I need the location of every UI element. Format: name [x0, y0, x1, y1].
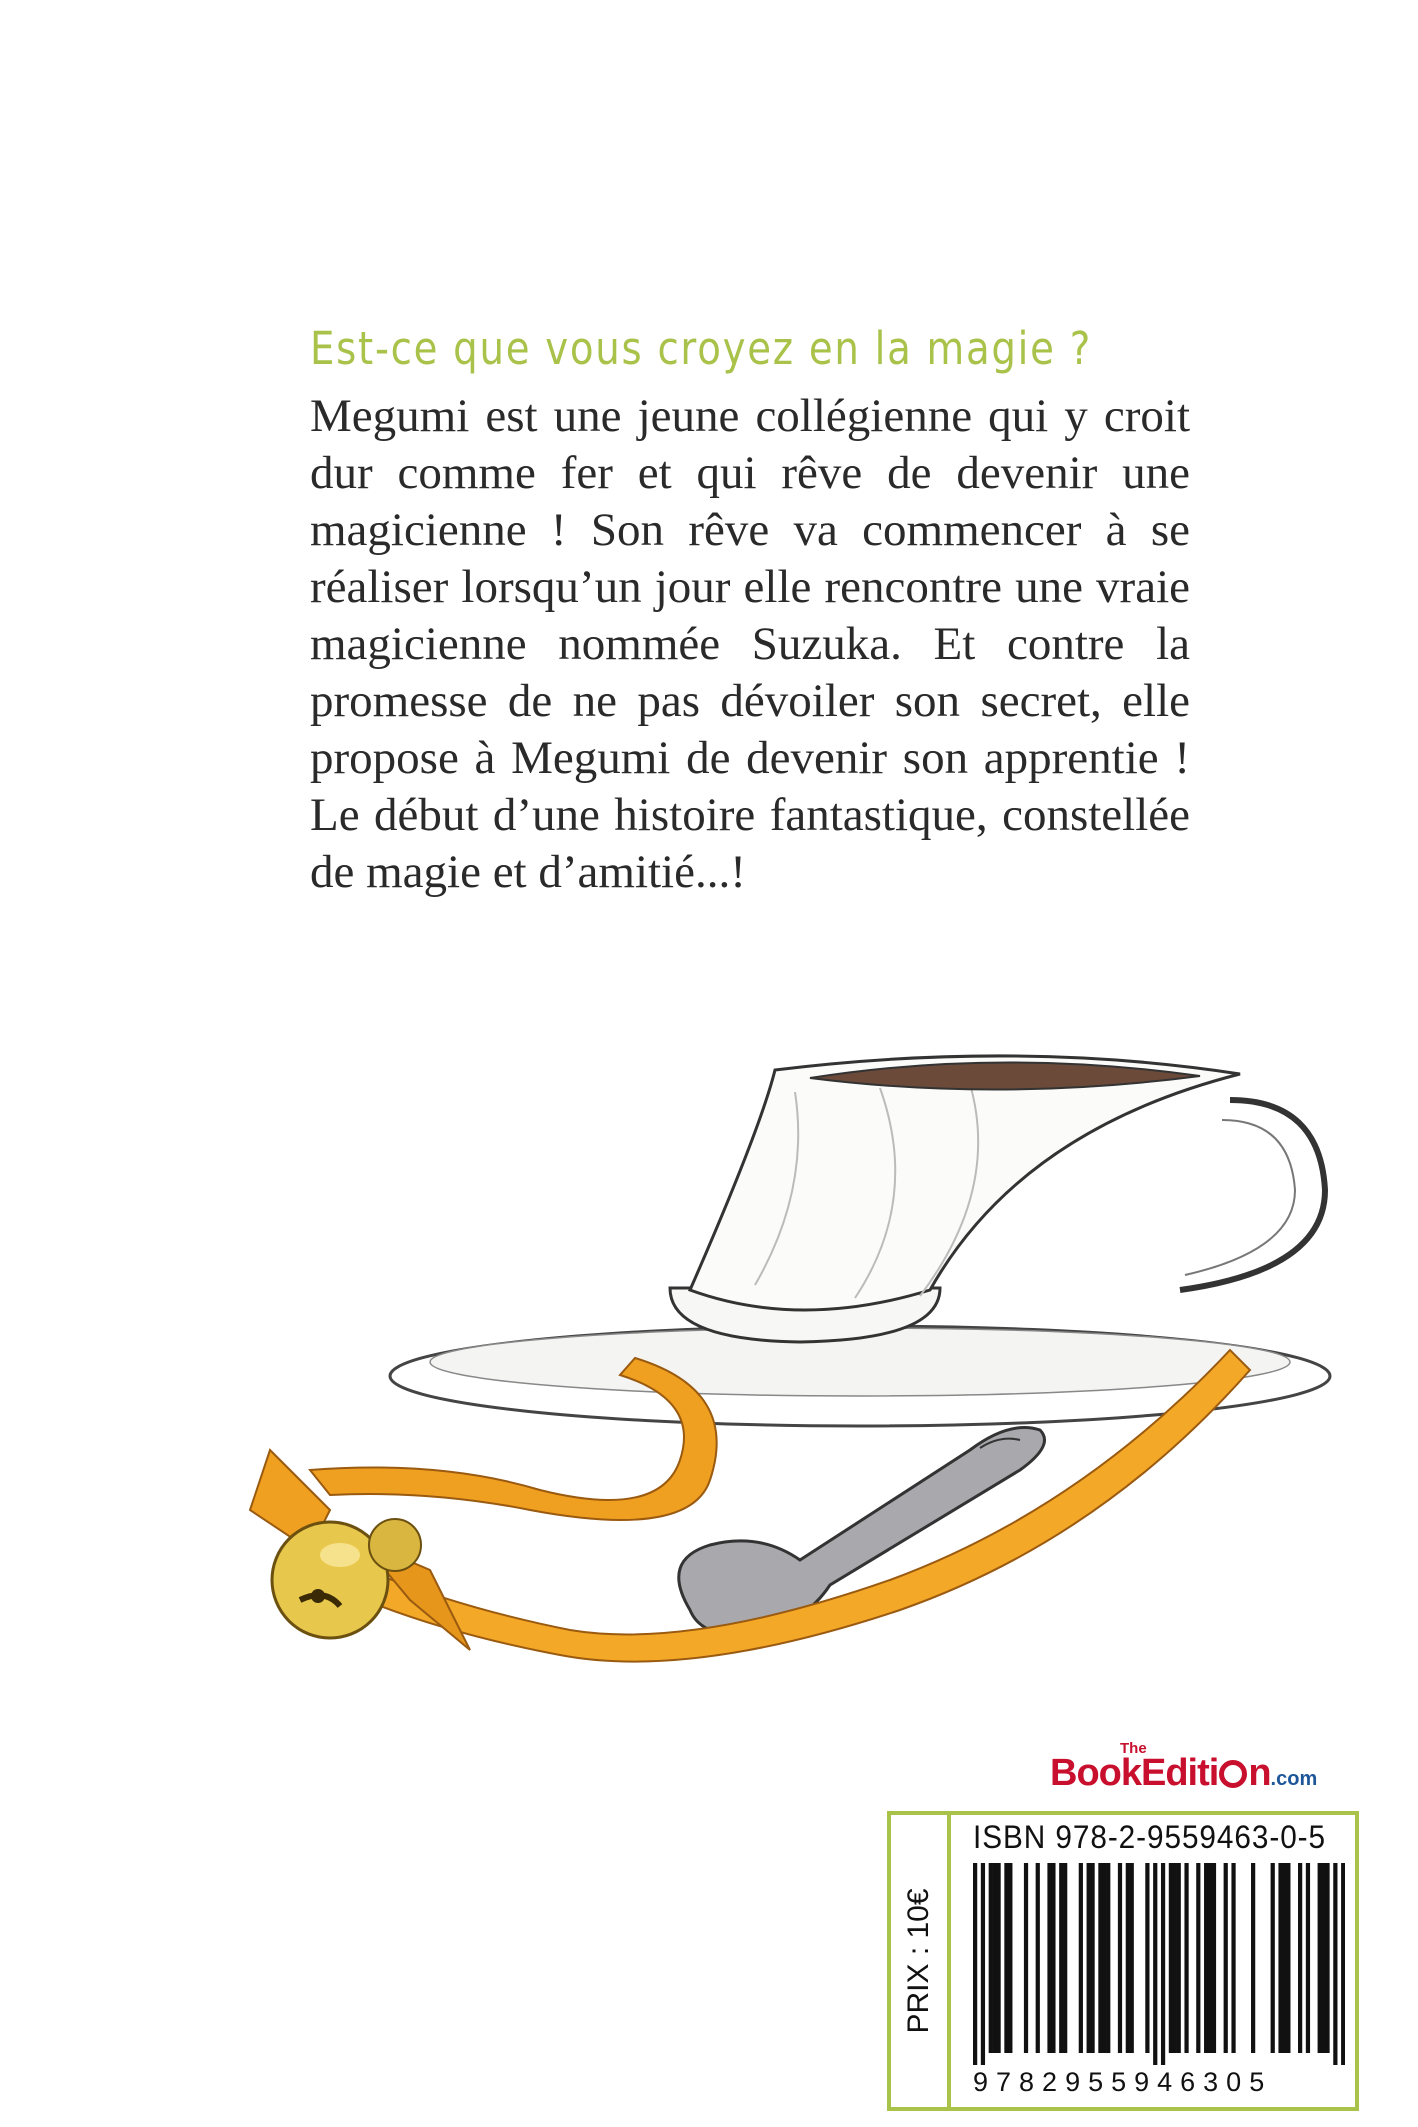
barcode-bar [1036, 1863, 1040, 2053]
price-label: PRIX : 10€ [902, 1888, 935, 2034]
barcode-bar [1298, 1863, 1302, 2053]
barcode-bar [1208, 1863, 1212, 2053]
ean-digits: 9782955946305 [973, 2067, 1273, 2097]
barcode-bar [981, 1863, 985, 2065]
barcode-bar [1098, 1863, 1102, 2053]
isbn-number: ISBN 978-2-9559463-0-5 [973, 1819, 1326, 1855]
barcode-bar [1106, 1863, 1110, 2053]
barcode-bar [1024, 1863, 1028, 2053]
barcode-bar [1282, 1863, 1286, 2053]
logo-the: The [1120, 1740, 1147, 1757]
barcode-bar [1286, 1863, 1290, 2053]
barcode-bar [1059, 1863, 1063, 2053]
barcode-bar [1271, 1863, 1275, 2053]
barcode-bar [1184, 1863, 1188, 2053]
tagline: Est-ce que vous croyez en la magie ? [310, 322, 1092, 375]
barcode-bar [1177, 1863, 1181, 2053]
barcode-bar [1004, 1863, 1008, 2053]
isbn-box [887, 1811, 1359, 2111]
logo-main: BookEditi [1050, 1752, 1219, 1794]
logo-wordmark [1050, 1752, 1317, 1795]
barcode-bar [1087, 1863, 1091, 2053]
barcode-bar [996, 1863, 1000, 2053]
barcode-bar [1341, 1863, 1345, 2065]
barcode-bar [1306, 1863, 1310, 2053]
blurb: Megumi est une jeune collégienne qui y croit dur comme fer et qui rêve de devenir une magicienne ! Son rêve va commencer à se réaliser lorsqu’un jour elle rencontre une vraie magicienne nommée Suzuka. Et contre la promesse de ne pas dévoiler son secret, elle propose à Megumi de devenir son apprentie ! Le début d’une histoire fantastique, constellée de magie et d’amitié...! [310, 390, 1190, 898]
barcode-bar [1173, 1863, 1177, 2053]
barcode-bar [1204, 1863, 1208, 2053]
barcode-bar [1102, 1863, 1106, 2053]
logo-main-suffix: n [1248, 1752, 1271, 1794]
barcode [973, 1863, 1345, 2065]
barcode-bar [989, 1863, 993, 2053]
barcode-bar [1145, 1863, 1149, 2053]
barcode-bar [1322, 1863, 1326, 2053]
barcode-bar [1047, 1863, 1051, 2053]
price-panel [891, 1815, 951, 2107]
barcode-bar [973, 1863, 977, 2065]
barcode-bar [1090, 1863, 1094, 2053]
logo-power-icon [1219, 1760, 1247, 1788]
barcode-bar [1051, 1863, 1055, 2053]
barcode-bar [1318, 1863, 1322, 2053]
barcode-bar [1212, 1863, 1216, 2053]
barcode-bar [1126, 1863, 1130, 2053]
barcode-bar [1008, 1863, 1012, 2053]
bookedition-logo [1040, 1740, 1340, 1802]
barcode-bar [1224, 1863, 1228, 2053]
barcode-bar [1278, 1863, 1282, 2053]
barcode-bar [1231, 1863, 1235, 2053]
barcode-bar [1169, 1863, 1173, 2053]
barcode-bar [1325, 1863, 1329, 2053]
barcode-bar [1130, 1863, 1134, 2053]
logo-tld: .com [1270, 1768, 1318, 1790]
barcode-bar [1333, 1863, 1337, 2065]
barcode-bar [1118, 1863, 1122, 2053]
barcode-bar [993, 1863, 997, 2053]
teacup-bell-ribbon-icon [240, 1040, 1340, 1740]
barcode-bar [1196, 1863, 1200, 2053]
barcode-bar [1153, 1863, 1157, 2065]
barcode-bar [1079, 1863, 1083, 2053]
barcode-bar [1161, 1863, 1165, 2065]
barcode-bar [1063, 1863, 1067, 2053]
barcode-bar [1251, 1863, 1255, 2053]
